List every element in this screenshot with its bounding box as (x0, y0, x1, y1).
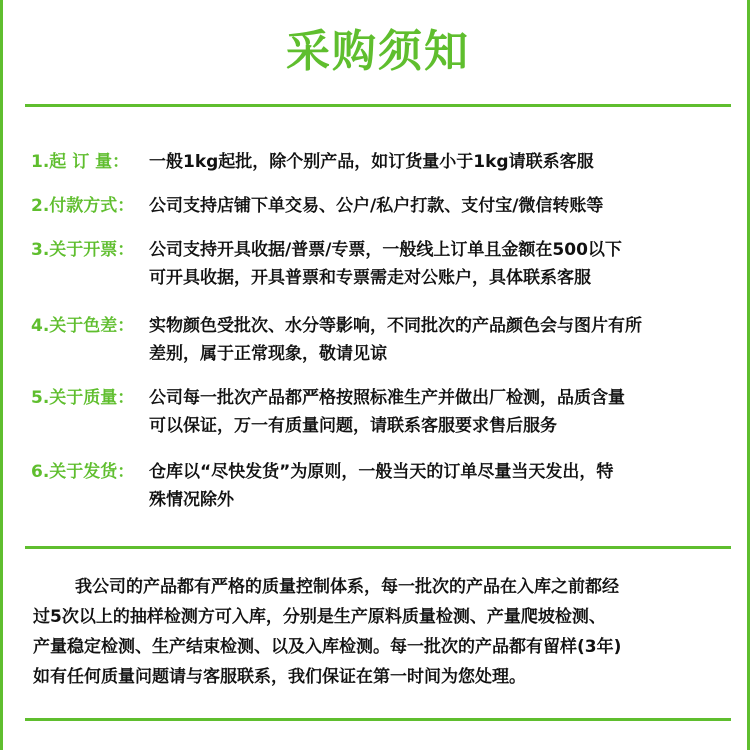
notice-line: 我公司的产品都有严格的质量控制体系，每一批次的产品在入库之前都经 (75, 577, 619, 597)
term-label: 1.起 订 量： (31, 152, 130, 172)
term-line: 公司每一批次产品都严格按照标准生产并做出厂检测，品质含量 (149, 388, 625, 408)
term-line: 仓库以“尽快发货”为原则，一般当天的订单尽量当天发出，特 (149, 462, 614, 482)
term-line: 可以保证，万一有质量问题，请联系客服要求售后服务 (149, 416, 557, 436)
term-line: 一般1kg起批，除个别产品，如订货量小于1kg请联系客服 (149, 152, 594, 172)
notice-line: 产量稳定检测、生产结束检测、以及入库检测。每一批次的产品都有留样(3年) (33, 637, 622, 657)
term-line: 实物颜色受批次、水分等影响，不同批次的产品颜色会与图片有所 (149, 316, 642, 336)
divider-top (25, 104, 731, 107)
page-title: 采购须知 (286, 26, 470, 77)
divider-bottom (25, 718, 731, 721)
term-text (149, 192, 729, 220)
term-text (149, 148, 729, 176)
term-line: 公司支持店铺下单交易、公户/私户打款、支付宝/微信转账等 (149, 196, 604, 216)
term-line: 差别，属于正常现象，敬请见谅 (149, 344, 387, 364)
term-text (149, 458, 729, 514)
term-label: 3.关于开票： (31, 240, 135, 260)
term-label: 5.关于质量： (31, 388, 135, 408)
term-text (149, 384, 729, 440)
divider-middle (25, 546, 731, 549)
term-line: 可开具收据，开具普票和专票需走对公账户，具体联系客服 (149, 268, 591, 288)
notice-line: 过5次以上的抽样检测方可入库，分别是生产原料质量检测、产量爬坡检测、 (33, 607, 606, 627)
term-label: 2.付款方式： (31, 196, 135, 216)
term-label: 6.关于发货： (31, 462, 135, 482)
term-label: 4.关于色差： (31, 316, 135, 336)
term-line: 殊情况除外 (149, 490, 234, 510)
notice-line: 如有任何质量问题请与客服联系，我们保证在第一时间为您处理。 (33, 667, 526, 687)
quality-notice (33, 572, 723, 692)
term-text (149, 236, 729, 292)
term-text (149, 312, 729, 368)
term-line: 公司支持开具收据/普票/专票，一般线上订单且金额在500以下 (149, 240, 622, 260)
